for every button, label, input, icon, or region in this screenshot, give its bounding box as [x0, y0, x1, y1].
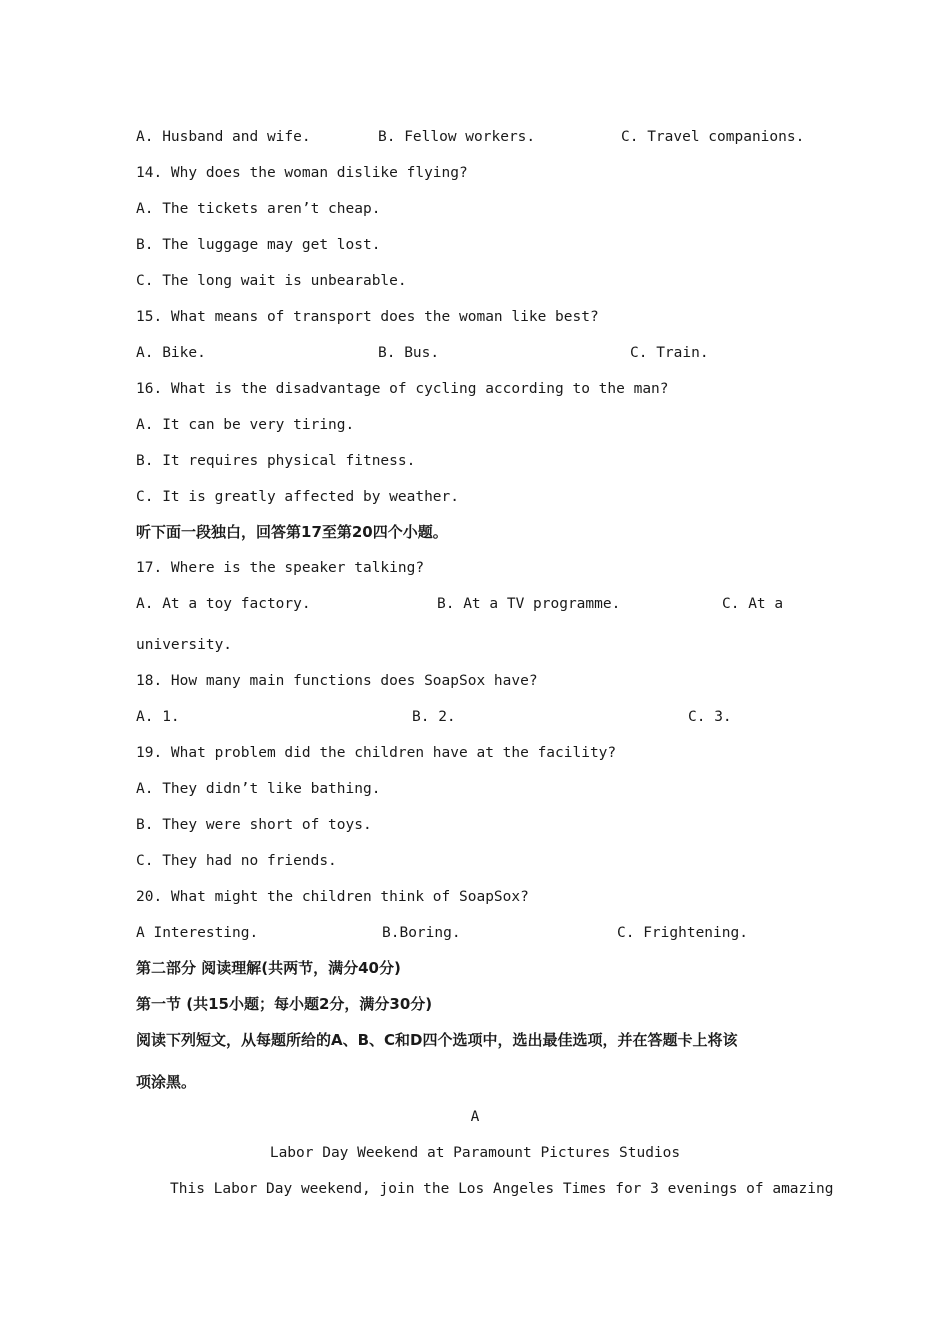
- reading-instruction-line2: 项涂黑。: [136, 1073, 197, 1091]
- q13-option-c: C. Travel companions.: [621, 129, 805, 145]
- passage-title: Labor Day Weekend at Paramount Pictures Studios: [269, 1145, 681, 1161]
- q17-option-c-continued: university.: [136, 637, 233, 653]
- q19-stem: 19. What problem did the children have at the facility?: [136, 745, 617, 761]
- q14-option-a: A. The tickets aren’t cheap.: [136, 201, 381, 217]
- q13-option-a: A. Husband and wife.: [136, 129, 311, 145]
- q14-option-b: B. The luggage may get lost.: [136, 237, 381, 253]
- passage-letter: A: [470, 1109, 480, 1125]
- q15-option-b: B. Bus.: [378, 345, 440, 361]
- q14-stem: 14. Why does the woman dislike flying?: [136, 165, 468, 181]
- q17-option-b: B. At a TV programme.: [437, 596, 621, 612]
- part2-title: 第二部分 阅读理解(共两节，满分40分): [136, 959, 401, 977]
- q16-option-a: A. It can be very tiring.: [136, 417, 355, 433]
- q18-option-b: B. 2.: [412, 709, 456, 725]
- q14-option-c: C. The long wait is unbearable.: [136, 273, 407, 289]
- q16-option-b: B. It requires physical fitness.: [136, 453, 416, 469]
- q13-option-b: B. Fellow workers.: [378, 129, 536, 145]
- q20-stem: 20. What might the children think of SoapSox?: [136, 889, 529, 905]
- q18-option-c: C. 3.: [688, 709, 732, 725]
- q18-option-a: A. 1.: [136, 709, 180, 725]
- monologue-instruction: 听下面一段独白，回答第17至第20四个小题。: [136, 523, 448, 541]
- q19-option-b: B. They were short of toys.: [136, 817, 372, 833]
- section1-title: 第一节 (共15小题；每小题2分，满分30分): [136, 995, 433, 1013]
- q15-option-c: C. Train.: [630, 345, 709, 361]
- q18-stem: 18. How many main functions does SoapSox have?: [136, 673, 538, 689]
- reading-instruction-line1: 阅读下列短文，从每题所给的A、B、C和D四个选项中，选出最佳选项，并在答题卡上将该: [136, 1031, 738, 1049]
- q19-option-a: A. They didn’t like bathing.: [136, 781, 381, 797]
- q20-option-a: A Interesting.: [136, 925, 259, 941]
- q17-option-a: A. At a toy factory.: [136, 596, 311, 612]
- q20-option-b: B.Boring.: [382, 925, 461, 941]
- q16-option-c: C. It is greatly affected by weather.: [136, 489, 460, 505]
- q16-stem: 16. What is the disadvantage of cycling according to the man?: [136, 381, 669, 397]
- q15-stem: 15. What means of transport does the woman like best?: [136, 309, 599, 325]
- passage-first-line: This Labor Day weekend, join the Los Angeles Times for 3 evenings of amazing: [170, 1181, 834, 1197]
- q15-option-a: A. Bike.: [136, 345, 206, 361]
- q17-stem: 17. Where is the speaker talking?: [136, 560, 425, 576]
- q20-option-c: C. Frightening.: [617, 925, 748, 941]
- q19-option-c: C. They had no friends.: [136, 853, 337, 869]
- q17-option-c: C. At a: [722, 596, 784, 612]
